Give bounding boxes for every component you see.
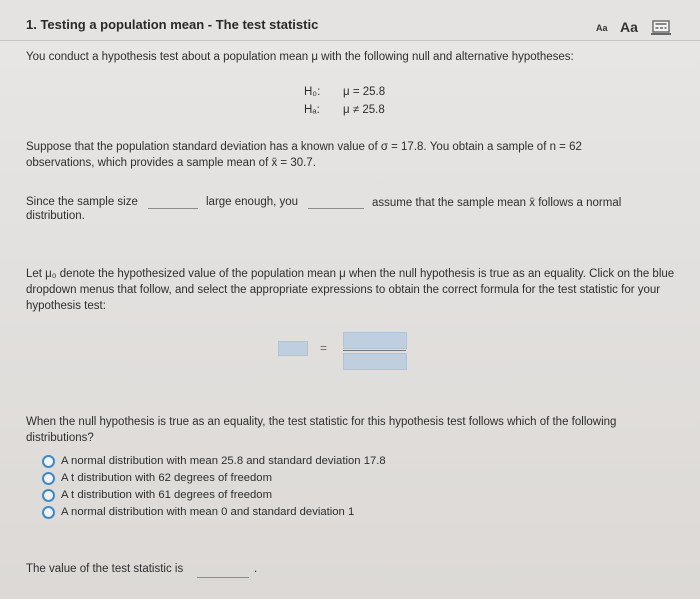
assumption-dropdown[interactable]	[308, 208, 364, 209]
alternative-hypothesis-expression: μ ≠ 25.8	[343, 104, 385, 116]
decrease-font-button[interactable]: Aa	[596, 23, 608, 33]
option-2-label[interactable]: A t distribution with 62 degrees of freedom	[61, 472, 272, 484]
normality-text-3: assume that the sample mean x̄ follows a normal	[372, 197, 622, 209]
increase-font-button[interactable]: Aa	[620, 19, 638, 35]
normality-text-4: distribution.	[26, 210, 85, 222]
formula-numerator-dropdown[interactable]	[343, 332, 407, 349]
option-4-radio[interactable]	[42, 506, 55, 519]
test-statistic-prompt: The value of the test statistic is	[26, 563, 184, 575]
formula-instructions: Let μ₀ denote the hypothesized value of the population mean μ when the null hypothesis is true as an equality. Click on the blue dropdown menus that follow, and select the appropriate expressions to obtain the correct formula for the test statistic for your hypothesis test:	[26, 268, 675, 312]
option-3-label[interactable]: A t distribution with 61 degrees of freedom	[61, 489, 272, 501]
distribution-question: When the null hypothesis is true as an equality, the test statistic for this hypothesis test follows which of the following distributions?	[26, 416, 617, 444]
sample-info-line-2: observations, which provides a sample mean of x̄ = 30.7.	[26, 157, 316, 169]
option-1-label[interactable]: A normal distribution with mean 25.8 and standard deviation 17.8	[61, 455, 386, 467]
sample-size-dropdown[interactable]	[148, 208, 198, 209]
formula-denominator-dropdown[interactable]	[343, 353, 407, 370]
question-title: 1. Testing a population mean - The test statistic	[26, 17, 319, 32]
sample-info-line-1: Suppose that the population standard deviation has a known value of σ = 17.8. You obtain a sample of n = 62	[26, 141, 582, 153]
option-2-radio[interactable]	[42, 472, 55, 485]
option-4-label[interactable]: A normal distribution with mean 0 and standard deviation 1	[61, 506, 355, 518]
test-statistic-period: .	[254, 563, 258, 575]
normality-text-2: large enough, you	[206, 196, 299, 208]
null-hypothesis-label: H₀:	[304, 86, 321, 98]
null-hypothesis-expression: μ = 25.8	[343, 86, 386, 98]
intro-text: You conduct a hypothesis test about a population mean μ with the following null and alternative hypotheses:	[26, 51, 574, 63]
calculator-icon[interactable]	[651, 20, 671, 36]
alternative-hypothesis-label: Hₐ:	[304, 104, 320, 116]
option-1-radio[interactable]	[42, 455, 55, 468]
normality-text-1: Since the sample size	[26, 196, 138, 208]
test-statistic-symbol-dropdown[interactable]	[278, 341, 308, 356]
question-header	[0, 0, 700, 41]
test-statistic-input[interactable]	[197, 577, 249, 578]
equals-sign: =	[320, 341, 328, 355]
fraction-bar	[343, 350, 406, 351]
option-3-radio[interactable]	[42, 489, 55, 502]
